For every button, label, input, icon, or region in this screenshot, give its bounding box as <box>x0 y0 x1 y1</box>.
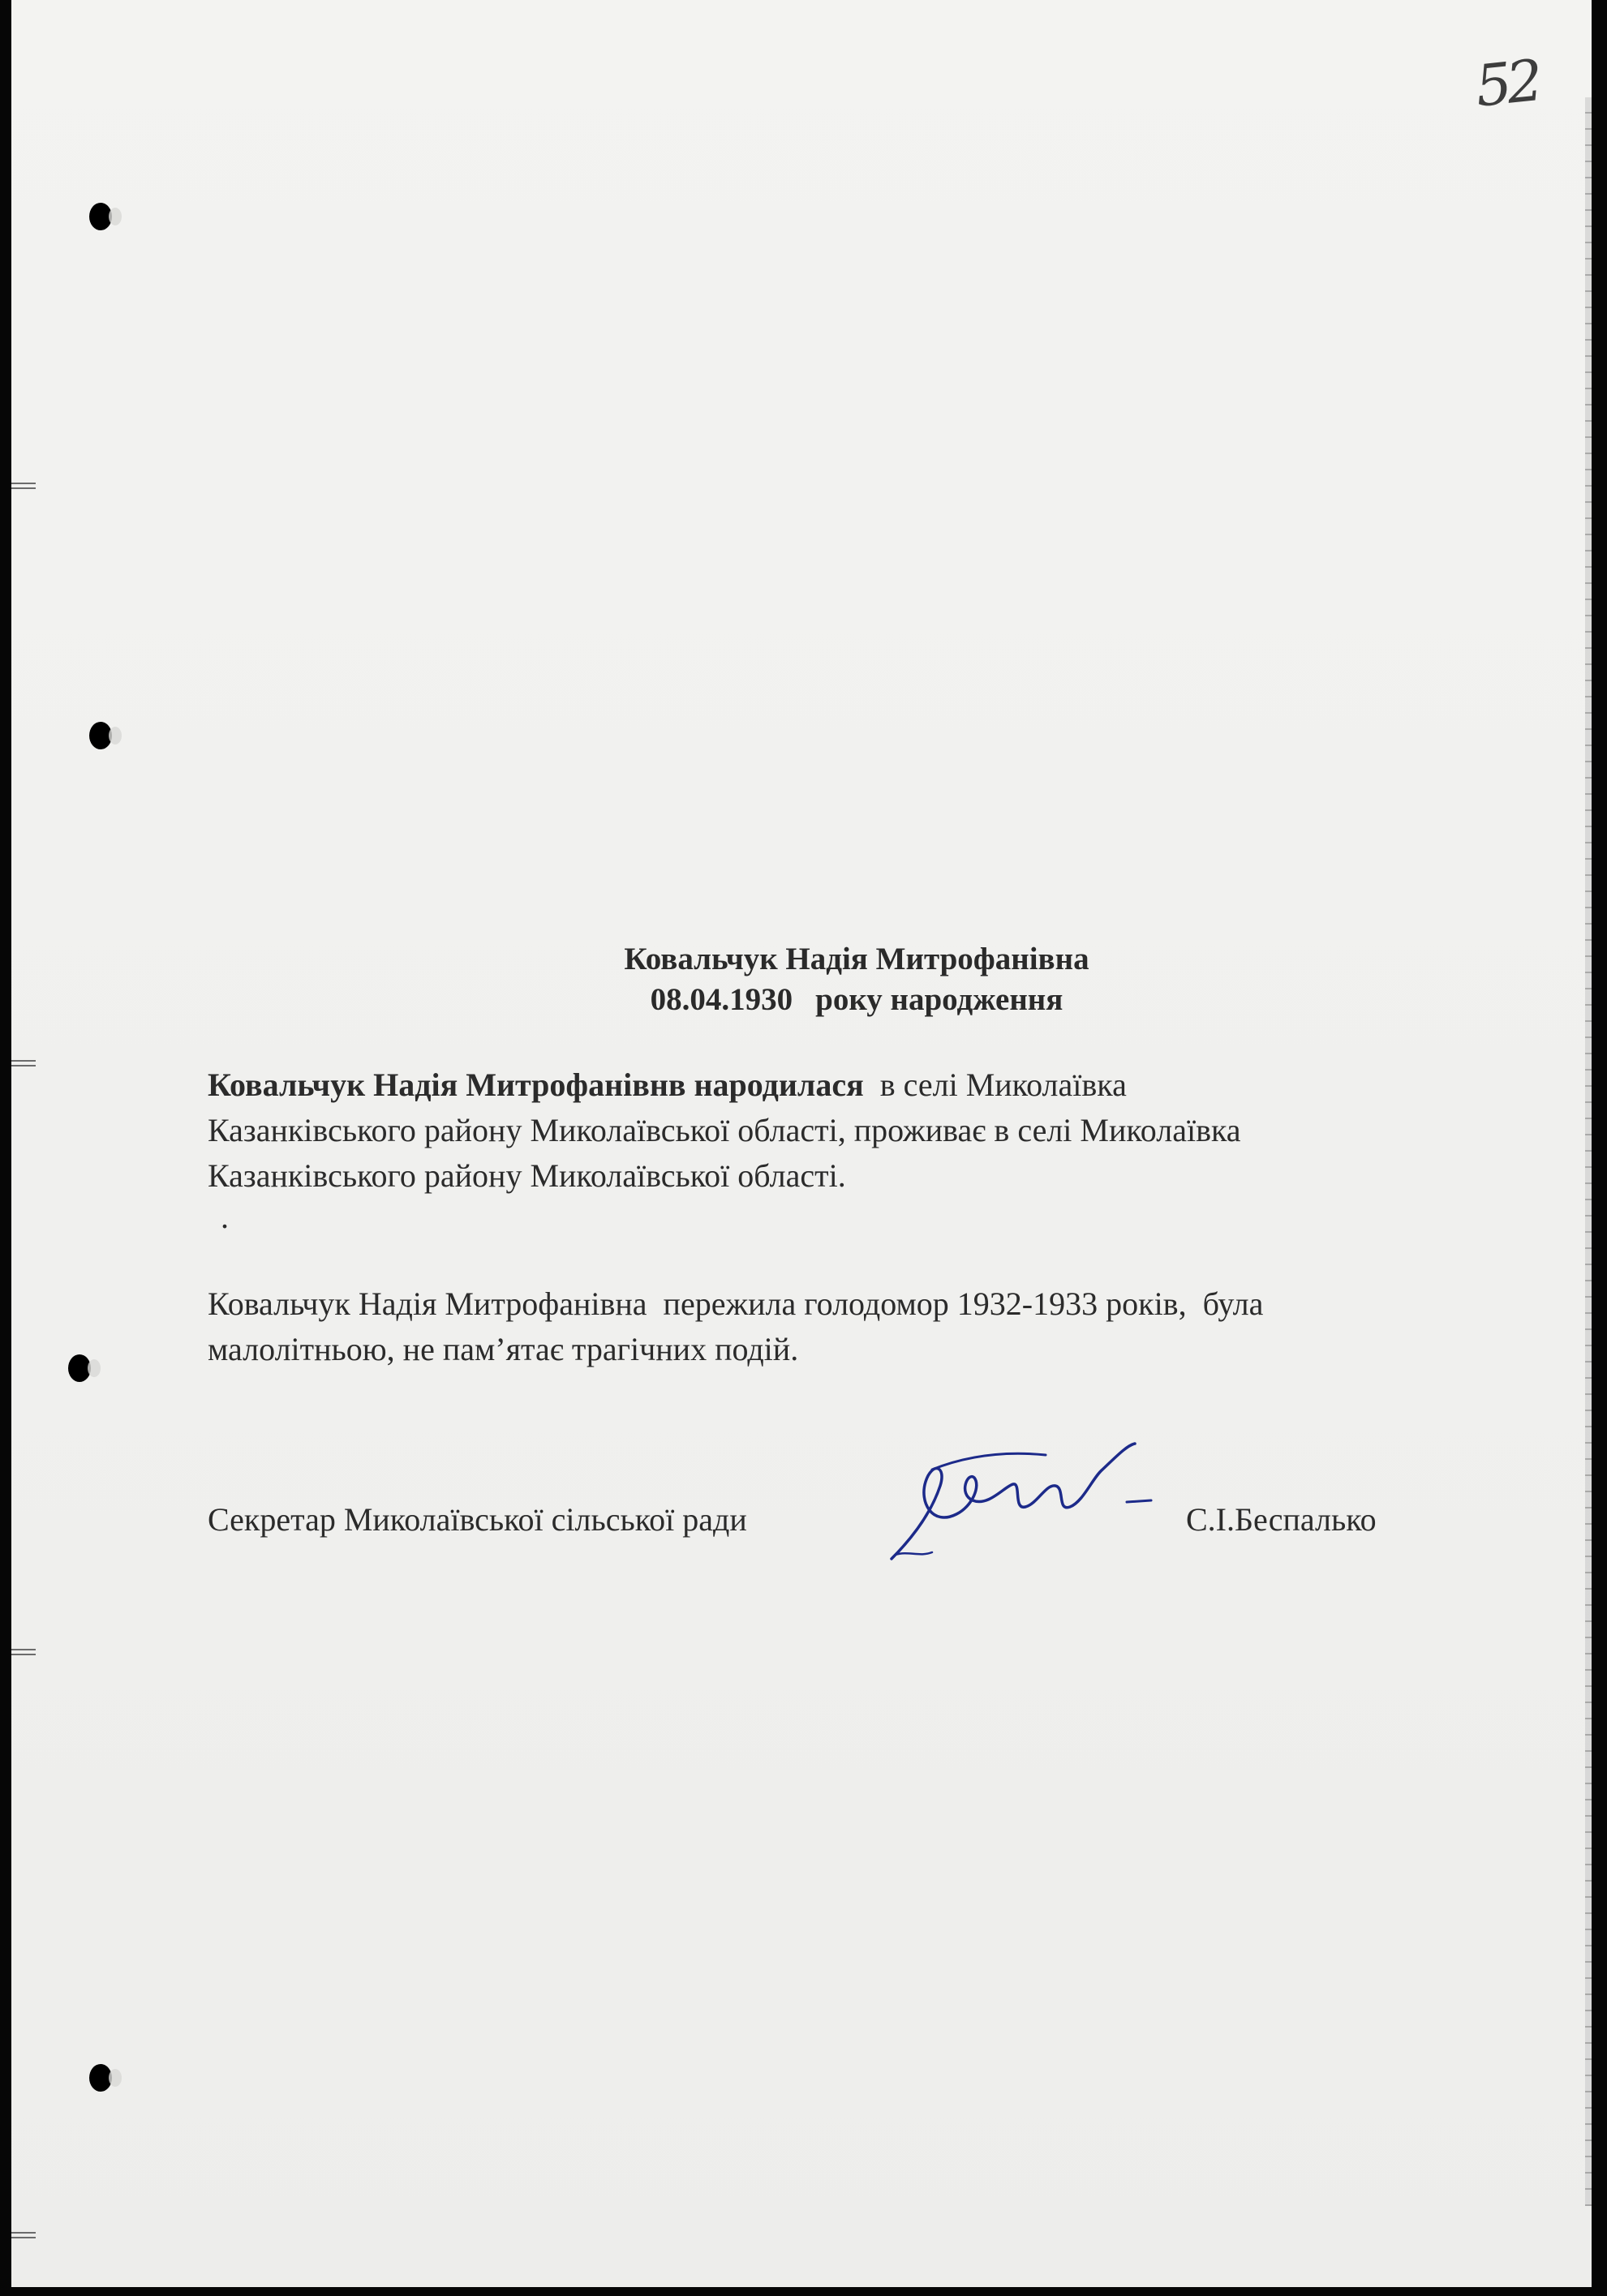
punch-hole-4 <box>89 2064 112 2092</box>
punch-hole-3 <box>68 1354 91 1382</box>
signature-row <box>208 1500 1424 1549</box>
signatory-name: С.І.Беспалько <box>1186 1501 1377 1538</box>
stray-dot: . <box>221 1199 229 1235</box>
paragraph-birthplace <box>208 1062 1506 1199</box>
document-title-name: Ковальчук Надія Митрофанівна <box>624 942 1089 976</box>
paragraph2-line2: малолітньою, не пам’ятає трагічних подій. <box>208 1331 799 1367</box>
margin-tick-3 <box>11 1649 44 1660</box>
birth-text: року народження <box>815 982 1063 1017</box>
signature-title: Секретар Миколаївської сільської ради <box>208 1501 747 1538</box>
paragraph1-line2: Казанківського району Миколаївської області, проживає в селі Миколаївка <box>208 1112 1241 1148</box>
margin-tick-4 <box>11 2232 44 2243</box>
paragraph-lead-name: Ковальчук Надія Митрофанівнв народилася <box>208 1066 864 1103</box>
punch-hole-2 <box>89 722 112 749</box>
paper-sheet <box>11 0 1592 2287</box>
perforated-right-edge <box>1585 97 1592 2206</box>
birth-date: 08.04.1930 <box>650 982 793 1017</box>
margin-tick-2 <box>11 1060 44 1071</box>
margin-tick-1 <box>11 483 44 494</box>
paragraph1-line1-rest: в селі Миколаївка <box>879 1066 1127 1103</box>
paragraph-holodomor <box>208 1281 1506 1372</box>
document-title-birth <box>11 981 1592 1019</box>
paragraph2-line1: Ковальчук Надія Митрофанівна пережила голодомор 1932-1933 років, була <box>208 1285 1264 1322</box>
paragraph1-line3: Казанківського району Миколаївської області. <box>208 1157 846 1194</box>
handwritten-page-number: 52 <box>1472 47 1542 120</box>
punch-hole-1 <box>89 203 112 230</box>
handwritten-signature <box>883 1437 1175 1567</box>
